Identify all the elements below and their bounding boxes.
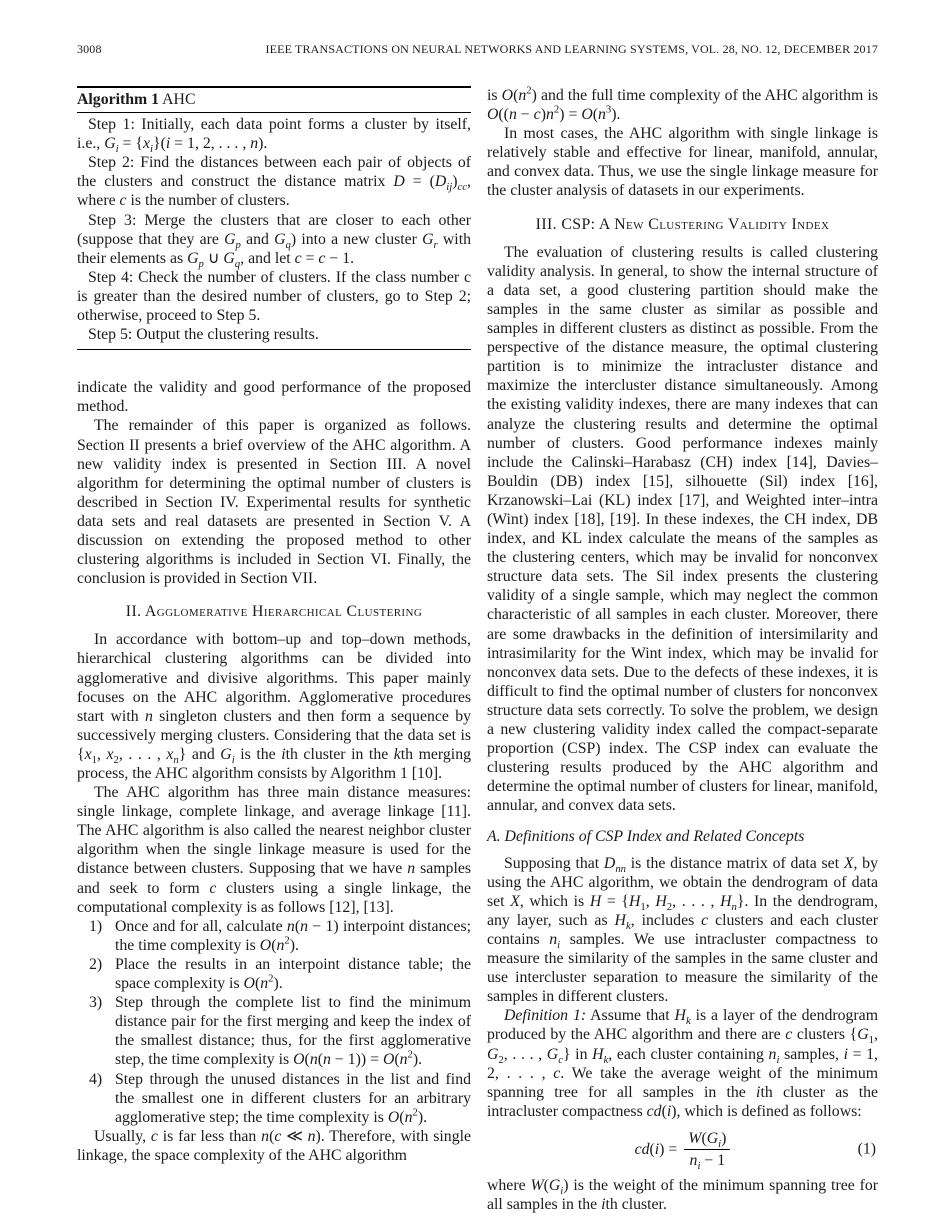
equation-number: (1)	[857, 1140, 876, 1158]
equation-1	[487, 1129, 878, 1173]
list-item-1	[77, 917, 471, 955]
algorithm-step-2: Step 2: Find the distances between each pair of objects of the clusters and construct the distance matrix $D = (D_{ij})_{cc}$, where c is the number of clusters.	[77, 154, 471, 210]
complexity-list	[77, 917, 471, 1127]
algorithm-name: AHC	[162, 91, 196, 108]
list-number: 4)	[89, 1070, 103, 1088]
body-paragraph-complexity: is $O(n^2)$ and the full time complexity of the AHC algorithm is $O((n - c)n^2) = O(n^3)$.	[487, 84, 878, 124]
body-paragraph-measures: The AHC algorithm has three main distance measures: single linkage, complete linkage, and average linkage [11]. The AHC algorithm is also called the nearest neighbor cluster algorithm when the single linkage measure is used for the distance between clusters. Supposing that we have n samples and seek to form c clusters using a single linkage, the computational complexity is as follows [12], [13].	[77, 784, 471, 916]
algorithm-label: Algorithm 1	[77, 91, 160, 108]
list-text: Once and for all, calculate n(n − 1) interpoint distances; the time complexity is $O(n^2)$.	[115, 917, 471, 954]
list-item-2	[77, 955, 471, 993]
list-number: 1)	[89, 917, 103, 935]
right-column	[487, 86, 878, 1214]
list-number: 2)	[89, 955, 103, 973]
list-item-3	[77, 993, 471, 1069]
list-text: Step through the unused distances in the list and find the smallest one in different clusters for an arbitrary agglomerative step; the time complexity is $O(n^2)$.	[115, 1070, 471, 1126]
body-paragraph-supposing: Supposing that $D_{nn}$ is the distance matrix of data set X, by using the AHC algorithm, we obtain the dendrogram of data set X, which is $H = \{H_1$, $H_2$, . . . , $H_n$}. In the dendrogram, any layer, such as $H_k$, includes c clusters and each cluster contains $n_i$ samples. We use intracluster compactness to measure the similarity of the samples in the same cluster and use intercluster separation to measure the similarity of the samples in different clusters.	[487, 854, 879, 1006]
section-heading-iii: III. CSP: A New Clustering Validity Index	[535, 215, 830, 233]
list-number: 3)	[89, 994, 103, 1012]
body-paragraph-remainder: The remainder of this paper is organized as follows. Section II presents a brief overview of the AHC algorithm. A new validity index is presented in Section III. A novel algorithm for determining the optimal number of clusters is described in Section IV. Experimental results for synthetic data sets and real datasets are presented in Section V. A discussion on extending the proposed method to other clustering algorithms is included in Section VI. Finally, the conclusion is provided in Section VII.	[77, 417, 471, 588]
list-item-4	[77, 1070, 471, 1127]
body-paragraph-where: where $W(G_i)$ is the weight of the minimum spanning tree for all samples in the ith cluster.	[487, 1177, 878, 1214]
list-text: Step through the complete list to find the minimum distance pair for the first merging and keep the index of the smallest distance; thus, for the first agglomerative step, the time complexity is $O(n(n - 1)) = O(n^2)$.	[115, 994, 471, 1069]
algorithm-box	[77, 86, 471, 350]
body-paragraph-accordance: In accordance with bottom–up and top–down methods, hierarchical clustering algorithms can be divided into agglomerative and divisive algorithms. This paper mainly focuses on the AHC algorithm. Agglomerative procedures start with n singleton clusters and then form a sequence by successively merging clusters. Considering that the data set is {$x_1$, $x_2$, . . . , $x_n$} and $G_i$ is the ith cluster in the kth merging process, the AHC algorithm consists by Algorithm 1 [10].	[77, 631, 471, 782]
body-paragraph-most-cases: In most cases, the AHC algorithm with single linkage is relatively stable and effective for linear, manifold, annular, and convex data. Thus, we use the single linkage measure for the cluster analysis of datasets in our experiments.	[487, 125, 878, 200]
page-number: 3008	[77, 42, 102, 56]
algorithm-title	[77, 86, 471, 113]
fraction-denominator: $n_i - 1$	[689, 1151, 726, 1173]
equation-lhs: cd(i) =	[634, 1140, 678, 1158]
body-paragraph-evaluation: The evaluation of clustering results is called clustering validity analysis. In general, to show the internal structure of a data set, a good clustering partition should make the samples in the same cluster as similar as possible and samples in different clusters as distinct as possible. From the perspective of the distance measure, the optimal clustering partition is to minimize the intracluster distance and maximize the intercluster distance simultaneously. Among the existing validity indexes, there are many indexes that can analyze the clustering results and determine the optimal number of clusters. Good performance indexes mainly include the Calinski–Harabasz (CH) index [14], Davies–Bouldin (DB) index [15], silhouette (Sil) index [16], Krzanowski–Lai (KL) index [17], and Weighted inter–intra (Wint) index [18], [19]. In these indexes, the CH index, DB index, and KL index calculate the means of the samples as the clustering centers, which may be invalid for nonconvex structure data sets. The Sil index presents the clustering validity of a single sample, which may neglect the common characteristic of all samples in each cluster. Moreover, there are some drawbacks in the definition of intersimilarity and intrasimilarity for the Wint index, which may be invalid for nonconvex data sets. Due to the defects of these indexes, it is difficult to find the optimal number of clusters for nonconvex structure data sets correctly. To solve the problem, we design a new clustering validity index called the compact-separate proportion (CSP) index. The CSP index can evaluate the clustering results produced by the AHC algorithm and determine the optimal number of clusters for linear, manifold, annular, and convex data sets.	[487, 243, 878, 815]
body-paragraph-continuation: indicate the validity and good performance of the proposed method.	[77, 379, 471, 416]
subsection-heading-a: A. Definitions of CSP Index and Related Concepts	[487, 828, 805, 846]
body-paragraph-definition1: Definition 1: Assume that $H_k$ is a layer of the dendrogram produced by the AHC algorithm and there are c clusters {$G_1$, $G_2$, . . . , $G_c$} in $H_k$, each cluster containing $n_i$ samples, i = 1, 2, . . . , c. We take the average weight of the minimum spanning tree for all samples in the ith cluster as the intracluster compactness cd(i), which is defined as follows:	[487, 1007, 879, 1120]
page-header	[77, 42, 878, 57]
algorithm-step-3: Step 3: Merge the clusters that are closer to each other (suppose that they are $G_p$ and $G_q$) into a new cluster $G_r$ with their elements as $G_p$ ∪ $G_q$, and let c = c − 1.	[77, 211, 471, 270]
fraction-numerator: $W(G_i)$	[684, 1129, 730, 1150]
algorithm-step-4: Step 4: Check the number of clusters. If the class number c is greater than the desired number of clusters, go to Step 2; otherwise, proceed to Step 5.	[77, 268, 471, 325]
algorithm-steps	[77, 113, 471, 350]
section-heading-ii: II. Agglomerative Hierarchical Clustering	[125, 603, 423, 621]
journal-title: IEEE TRANSACTIONS ON NEURAL NETWORKS AND LEARNING SYSTEMS, VOL. 28, NO. 12, DECEMBER 2017	[265, 42, 878, 56]
algorithm-step-1: Step 1: Initially, each data point forms a cluster by itself, i.e., $G_i = \{x_i\}(i = 1$, 2, . . . , n).	[77, 116, 471, 156]
algorithm-step-5: Step 5: Output the clustering results.	[88, 326, 319, 344]
left-column	[77, 86, 471, 1165]
body-paragraph-usually: Usually, c is far less than n(c ≪ n). Therefore, with single linkage, the space complexity of the AHC algorithm	[77, 1127, 472, 1164]
list-text: Place the results in an interpoint distance table; the space complexity is $O(n^2)$.	[115, 955, 471, 993]
equation-fraction	[684, 1129, 730, 1173]
